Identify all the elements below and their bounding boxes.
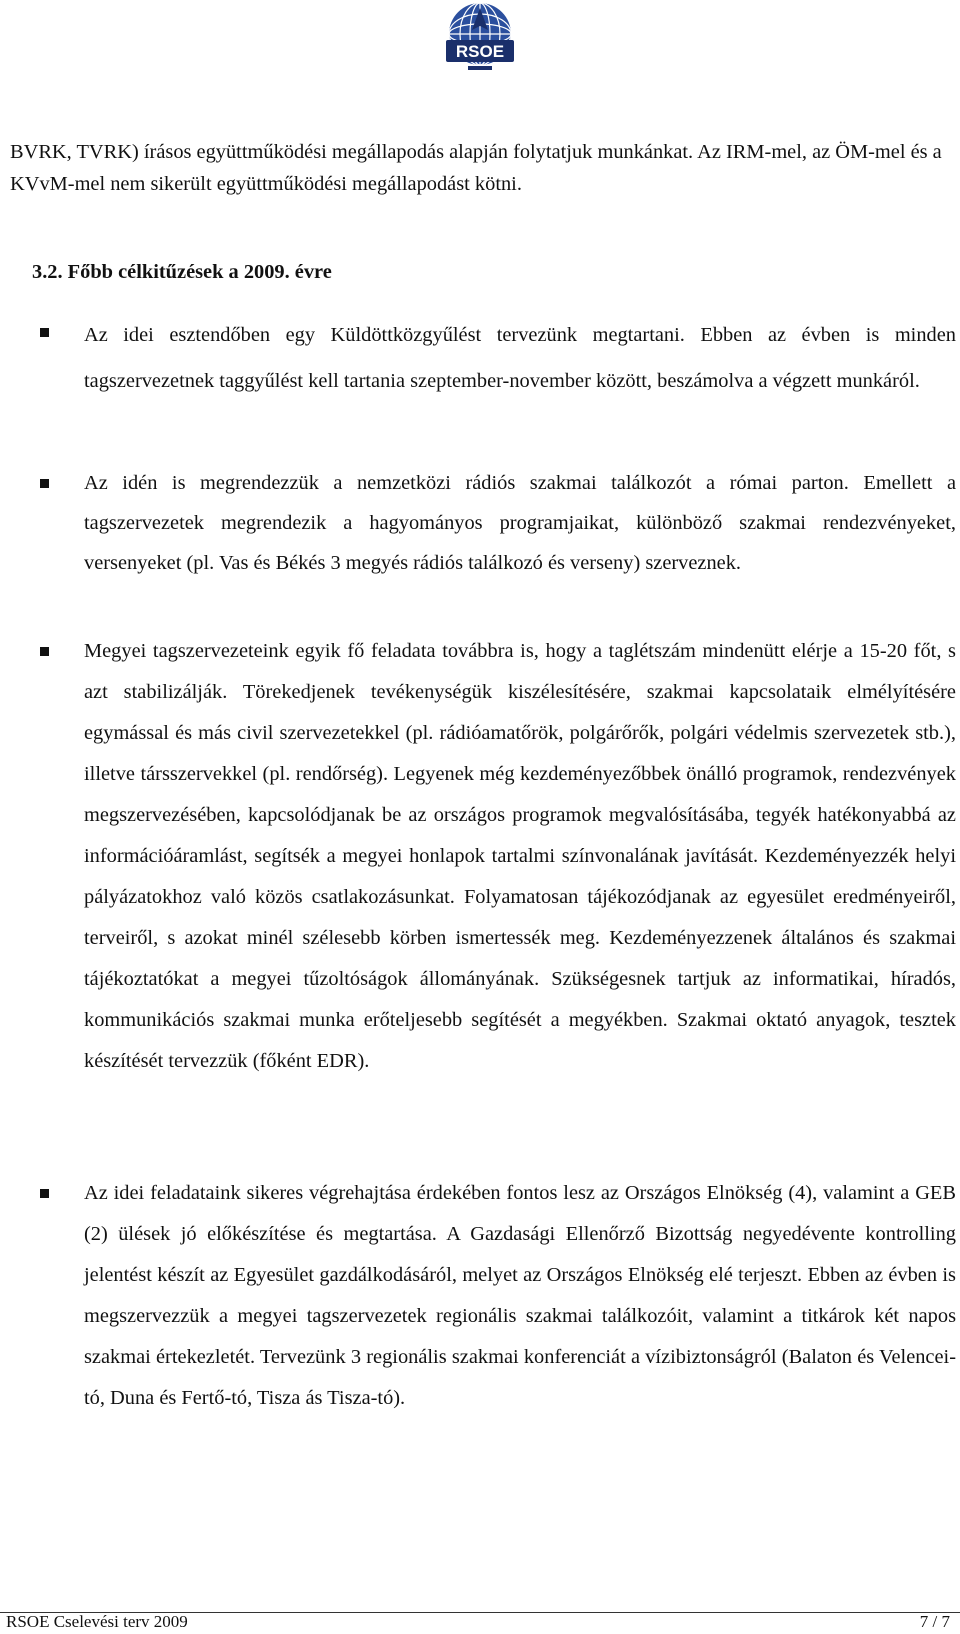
list-item-text: Az idei feladataink sikeres végrehajtása érdekében fontos lesz az Országos Elnökség (4), valamint a GEB (2) ülések jó előkészítése és megtartása. A Gazdasági Ellenőrző Bizottság negyedévente kontrolling jelentést készít az Egyesület gazdálkodásáról, melyet az Országos Elnökség elé terjeszt. Ebben az évben is megszervezzük a megyei tagszervezetek regionális szakmai találkozóit, valamint a titkárok két napos szakmai értekezletét. Tervezünk 3 regionális szakmai konferenciát a vízibiztonságról (Balaton és Velencei-tó, Duna és Fertő-tó, Tisza ás Tisza-tó). xyxy=(84,1182,956,1409)
intro-paragraph: BVRK, TVRK) írásos együttműködési megállapodás alapján folytatjuk munkánkat. Az IRM-mel, az ÖM-mel és a KVvM-mel nem sikerült együttműködési megállapodást kötni. xyxy=(10,141,942,195)
page-number: 7 / 7 xyxy=(919,1612,950,1631)
section-heading: 3.2. Főbb célkitűzések a 2009. évre xyxy=(32,261,332,283)
footer-title: RSOE Cselevési terv 2009 xyxy=(6,1612,188,1631)
bullet-square-icon xyxy=(40,1189,49,1198)
rsoe-logo xyxy=(432,0,528,78)
list-item-text: Megyei tagszervezeteink egyik fő feladata továbbra is, hogy a taglétszám mindenütt elérje a 15-20 főt, s azt stabilizálják. Törekedjenek tevékenységük kiszélesítésére, szakmai kapcsolataik elmélyítésére egymással és más civil szervezetekkel (pl. rádióamatőrök, polgárőrők, polgári védelmis szervezetek stb.), illetve társszervekkel (pl. rendőrség). Legyenek még kezdeményezőbbek önálló programok, rendezvények megszervezésében, kapcsolódjanak be az országos programok megvalósításába, tegyék hatékonyabbá az információáramlást, segítsék a megyei honlapok tartalmi színvonalának javítását. Kezdeményezzék helyi pályázatokhoz való közös csatlakozásunkat. Folyamatosan tájékozódjanak az egyesület eredményeiről, terveiről, s azokat minél szélesebb körben ismertessék meg. Kezdeményezzenek általános és szakmai tájékoztatókat a megyei tűzoltóságok állományának. Szükségesnek tartjuk az informatikai, híradós, kommunikációs szakmai munka erőteljesebb segítését a megyékben. Szakmai oktató anyagok, tesztek készítését tervezzük (főként EDR). xyxy=(84,640,956,1072)
list-item-text: Az idei esztendőben egy Küldöttközgyűlést tervezünk megtartani. Ebben az évben is minden tagszervezetnek taggyűlést kell tartania szeptember-november között, beszámolva a végzett munkáról. xyxy=(84,324,956,392)
list-item-text: Az idén is megrendezzük a nemzetközi rádiós szakmai találkozót a római parton. Emellett a tagszervezetek megrendezik a hagyományos programjaikat, különböző szakmai rendezvényeket, versenyeket (pl. Vas és Békés 3 megyés rádiós találkozó és verseny) szerveznek. xyxy=(84,472,956,574)
bullet-square-icon xyxy=(40,479,49,488)
bullet-square-icon xyxy=(40,328,49,337)
logo-text: RSOE xyxy=(455,42,505,61)
bullet-square-icon xyxy=(40,647,49,656)
